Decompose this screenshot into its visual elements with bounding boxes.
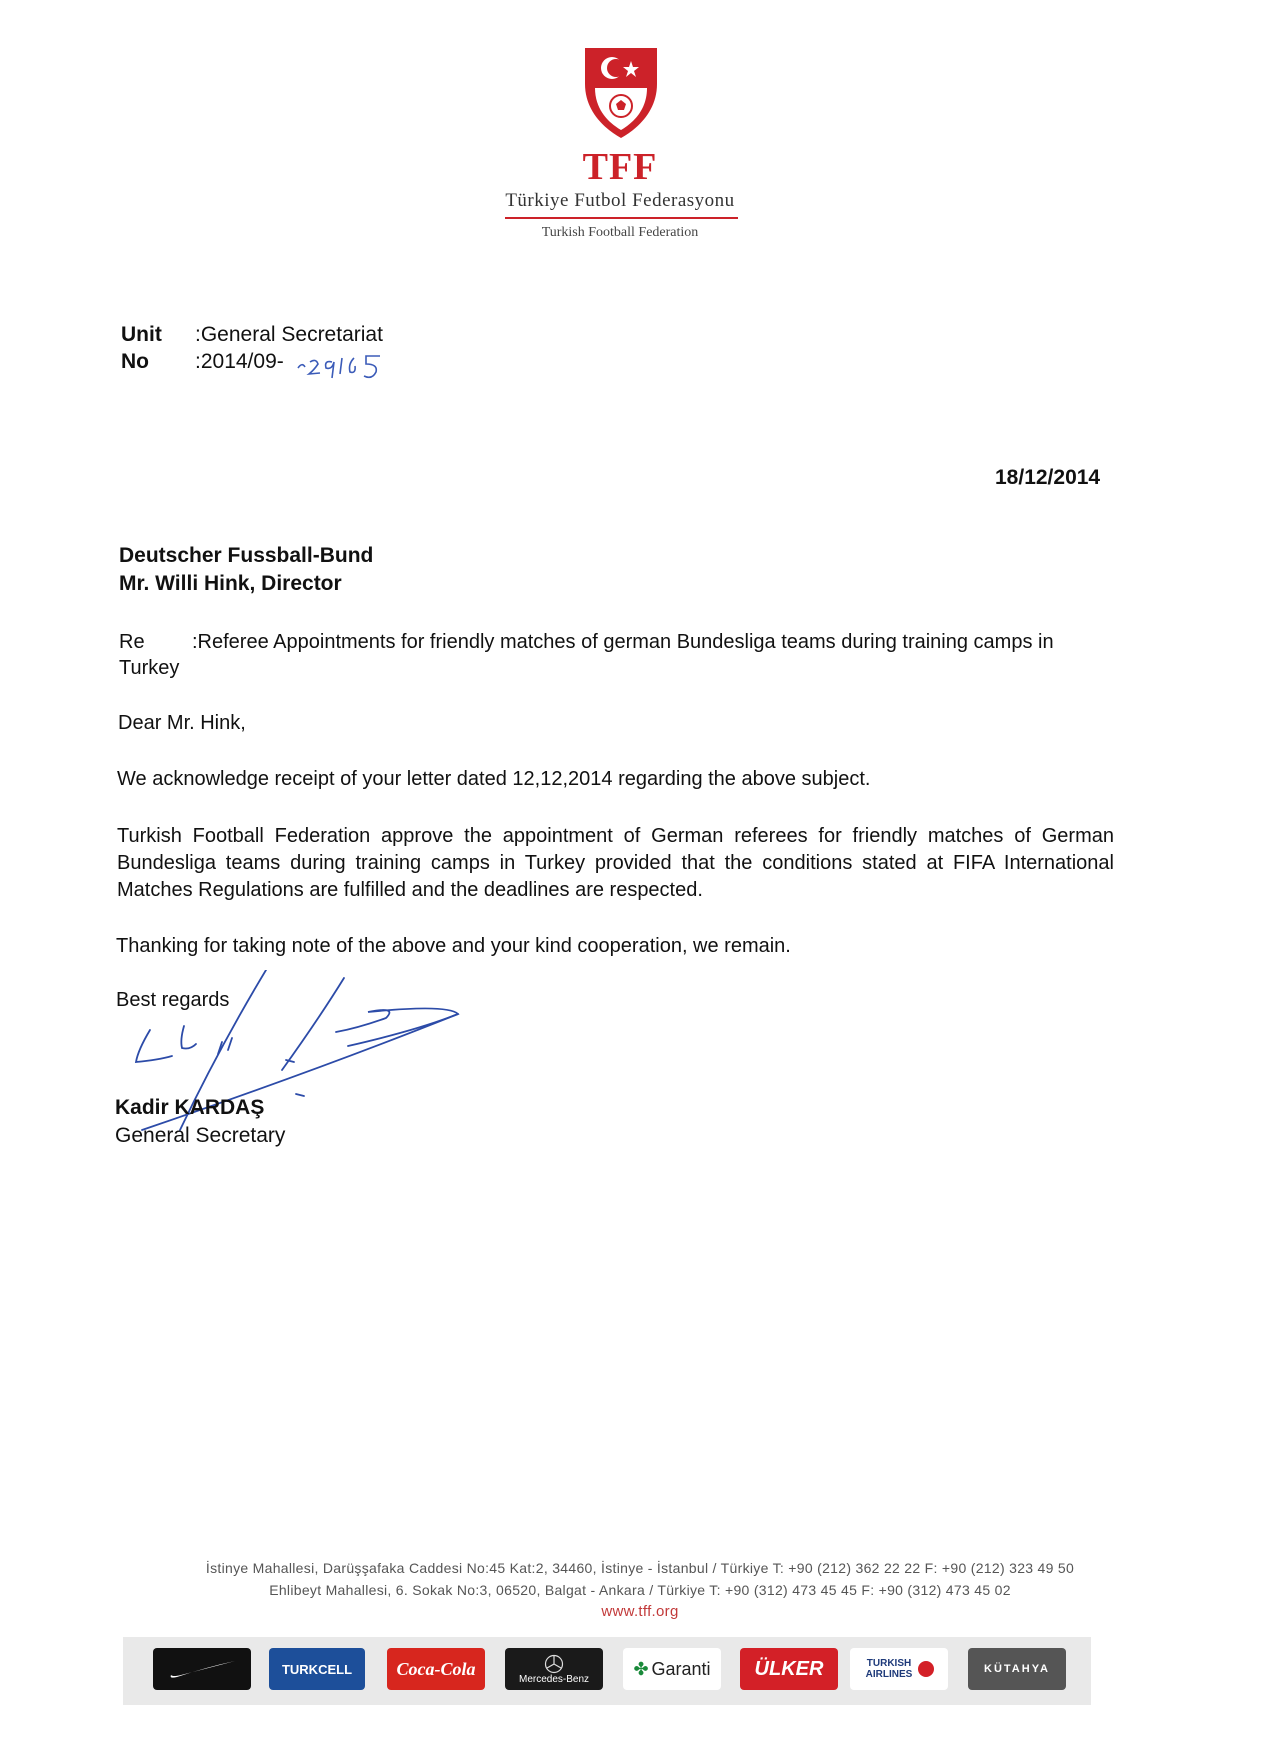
sponsor-logo-nike — [153, 1648, 251, 1690]
sponsor-logo-coca-cola: Coca-Cola — [387, 1648, 485, 1690]
header-divider — [505, 217, 738, 219]
recipient-organization: Deutscher Fussball-Bund — [119, 544, 374, 567]
unit-label: Unit — [121, 323, 162, 346]
footer-address-istanbul: İstinye Mahallesi, Darüşşafaka Caddesi No:45 Kat:2, 34460, İstinye - İstanbul / Türkiye T: +90 (212) 362 22 22 F: +90 (212) 323 49 50 — [205, 1560, 1075, 1576]
sponsor-logo-kutahya: KÜTAHYA — [968, 1648, 1066, 1690]
recipient-person: Mr. Willi Hink, Director — [119, 572, 342, 595]
paragraph-approval: Turkish Football Federation approve the appointment of German referees for friendly matches of German Bundesliga teams during training camps in Turkey provided that the conditions stated at FIFA International Matches Regulations are fulfilled and the deadlines are respected. — [117, 825, 1114, 901]
sponsor-logo-garanti — [623, 1648, 721, 1690]
handwritten-document-number — [296, 350, 382, 380]
mercedes-label: Mercedes-Benz — [518, 1673, 590, 1685]
sponsor-logo-ulker: ÜLKER — [740, 1648, 838, 1690]
sponsor-logo-turkcell: TURKCELL — [269, 1648, 365, 1690]
tff-crest-logo — [581, 44, 661, 140]
signatory-title: General Secretary — [115, 1124, 286, 1147]
org-name-english: Turkish Football Federation — [541, 225, 699, 240]
nike-swoosh-icon — [167, 1657, 237, 1681]
footer-address-ankara: Ehlibeyt Mahallesi, 6. Sokak No:3, 06520, Balgat - Ankara / Türkiye T: +90 (312) 473 45 45 F: +90 (312) 473 45 02 — [269, 1582, 1011, 1598]
garanti-label: Garanti — [651, 1658, 711, 1679]
closing-phrase: Best regards — [116, 989, 230, 1011]
no-label: No — [121, 350, 149, 373]
bird-icon — [918, 1661, 934, 1677]
no-value: :2014/09- — [195, 350, 284, 373]
salutation: Dear Mr. Hink, — [118, 712, 246, 734]
clover-icon: ✤ — [633, 1658, 649, 1679]
signatory-name: Kadir KARDAŞ — [115, 1096, 265, 1119]
sponsor-logo-turkish-airlines — [850, 1648, 948, 1690]
unit-value: :General Secretariat — [195, 323, 383, 346]
paragraph-thanks: Thanking for taking note of the above and your kind cooperation, we remain. — [116, 935, 791, 957]
letter-date: 18/12/2014 — [995, 466, 1101, 489]
subject-line-1: :Referee Appointments for friendly matches of german Bundesliga teams during training camps in — [192, 631, 1054, 653]
sponsor-logo-mercedes — [505, 1648, 603, 1690]
turkish-airlines-label: TURKISH AIRLINES — [865, 1658, 913, 1680]
mercedes-star-icon — [544, 1654, 564, 1674]
subject-line-2: Turkey — [119, 657, 180, 679]
paragraph-acknowledgement: We acknowledge receipt of your letter dated 12,12,2014 regarding the above subject. — [117, 768, 871, 790]
org-name-turkish: Türkiye Futbol Federasyonu — [505, 190, 735, 211]
org-short-name: TFF — [582, 146, 658, 188]
footer-website-link[interactable]: www.tff.org — [601, 1603, 679, 1620]
sponsor-strip — [123, 1637, 1091, 1705]
subject-label: Re — [119, 631, 145, 653]
